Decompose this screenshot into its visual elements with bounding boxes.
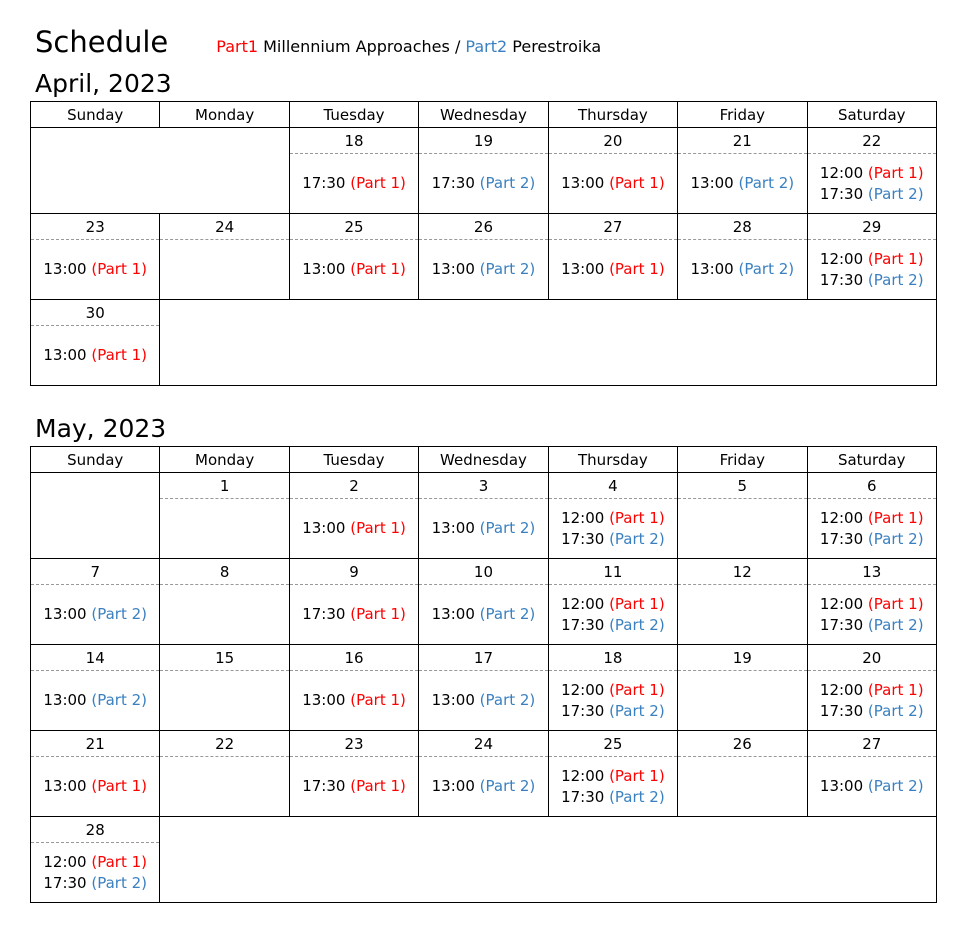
day-events xyxy=(289,585,418,645)
performance-time: 13:00 xyxy=(302,260,346,278)
weekday-header: Thursday xyxy=(548,102,677,128)
weekday-header: Sunday xyxy=(31,447,160,473)
performance-time: 13:00 xyxy=(431,691,475,709)
performance-time: 13:00 xyxy=(43,777,87,795)
performance-entry[interactable] xyxy=(419,259,547,280)
performance-part-label: (Part 2) xyxy=(479,605,536,623)
performance-time: 13:00 xyxy=(431,605,475,623)
performance-part-label: (Part 2) xyxy=(91,873,148,892)
week-event-row xyxy=(31,671,937,731)
performance-entry[interactable] xyxy=(549,173,677,194)
performance-time: 13:00 xyxy=(431,260,475,278)
performance-part-label: (Part 2) xyxy=(479,174,536,192)
day-events xyxy=(419,240,548,300)
weekday-header-row xyxy=(31,102,937,128)
performance-part-label: (Part 1) xyxy=(867,680,924,699)
day-events xyxy=(419,757,548,817)
performance-time: 17:30 xyxy=(561,787,605,806)
day-number: 20 xyxy=(548,128,677,154)
weekday-header: Saturday xyxy=(807,102,936,128)
schedule-header xyxy=(35,24,601,60)
performance-time: 13:00 xyxy=(43,260,87,278)
day-events xyxy=(678,499,807,559)
performance-time: 13:00 xyxy=(43,346,87,364)
day-number: 25 xyxy=(289,214,418,240)
day-number: 10 xyxy=(419,559,548,585)
performance-part-label: (Part 1) xyxy=(350,605,406,623)
weekday-header-row xyxy=(31,447,937,473)
performance-time: 17:30 xyxy=(561,615,605,634)
performance-time: 12:00 xyxy=(561,766,605,785)
performance-part-label: (Part 2) xyxy=(91,605,148,623)
legend-part1-tag: Part1 xyxy=(216,37,259,56)
performance-time: 17:30 xyxy=(561,529,605,548)
performance-part-label: (Part 2) xyxy=(479,691,536,709)
performance-part-label: (Part 2) xyxy=(738,174,795,192)
performance-entry[interactable] xyxy=(808,249,936,270)
performance-time: 17:30 xyxy=(819,701,864,720)
performance-entry[interactable] xyxy=(290,173,418,194)
performance-time: 13:00 xyxy=(431,519,475,537)
performance-part-label: (Part 1) xyxy=(91,777,148,795)
performance-time: 12:00 xyxy=(43,852,87,871)
page-title: Schedule xyxy=(35,25,169,59)
day-number: 6 xyxy=(807,473,936,499)
performance-time: 13:00 xyxy=(690,260,734,278)
day-number: 2 xyxy=(289,473,418,499)
legend-part2-tag: Part2 xyxy=(465,37,508,56)
day-events xyxy=(807,585,936,645)
performance-part-label: (Part 1) xyxy=(867,508,924,527)
empty-day-cell xyxy=(160,817,937,903)
performance-entry[interactable] xyxy=(808,184,936,205)
day-events xyxy=(31,843,160,903)
performance-time: 17:30 xyxy=(819,270,864,289)
performance-time: 13:00 xyxy=(561,260,605,278)
calendar-april xyxy=(30,101,937,386)
day-number: 14 xyxy=(31,645,160,671)
performance-entry[interactable] xyxy=(31,852,159,873)
performance-time: 17:30 xyxy=(302,777,346,795)
performance-entry[interactable] xyxy=(808,508,936,529)
week-day-row xyxy=(31,300,937,326)
day-number: 25 xyxy=(548,731,677,757)
legend xyxy=(216,37,601,56)
weekday-header: Tuesday xyxy=(289,447,418,473)
performance-part-label: (Part 1) xyxy=(350,174,406,192)
performance-entry[interactable] xyxy=(419,173,547,194)
day-events xyxy=(548,499,677,559)
empty-day-cell xyxy=(31,128,290,214)
day-events xyxy=(289,671,418,731)
performance-time: 13:00 xyxy=(43,691,87,709)
day-events xyxy=(548,154,677,214)
day-events xyxy=(31,240,160,300)
day-events xyxy=(419,671,548,731)
day-number: 1 xyxy=(160,473,289,499)
day-events xyxy=(289,499,418,559)
day-number: 8 xyxy=(160,559,289,585)
performance-entry[interactable] xyxy=(31,604,159,625)
performance-entry[interactable] xyxy=(549,594,677,615)
day-number: 5 xyxy=(678,473,807,499)
day-events xyxy=(548,585,677,645)
performance-time: 12:00 xyxy=(819,249,864,268)
performance-entry[interactable] xyxy=(31,776,159,797)
performance-part-label: (Part 2) xyxy=(867,529,924,548)
performance-part-label: (Part 1) xyxy=(350,519,406,537)
performance-time: 13:00 xyxy=(561,174,605,192)
performance-part-label: (Part 1) xyxy=(609,508,665,527)
performance-entry[interactable] xyxy=(290,518,418,539)
day-number: 17 xyxy=(419,645,548,671)
day-events xyxy=(807,757,936,817)
day-number: 30 xyxy=(31,300,160,326)
performance-part-label: (Part 1) xyxy=(609,680,665,699)
performance-entry[interactable] xyxy=(31,345,159,366)
performance-part-label: (Part 2) xyxy=(479,777,536,795)
performance-entry[interactable] xyxy=(808,529,936,550)
day-events xyxy=(678,757,807,817)
day-events xyxy=(678,154,807,214)
performance-part-label: (Part 1) xyxy=(867,249,924,268)
day-number: 19 xyxy=(678,645,807,671)
day-number: 28 xyxy=(678,214,807,240)
week-day-row xyxy=(31,559,937,585)
week-event-row xyxy=(31,240,937,300)
performance-entry[interactable] xyxy=(419,604,547,625)
performance-entry[interactable] xyxy=(678,259,806,280)
performance-time: 12:00 xyxy=(819,680,864,699)
performance-time: 12:00 xyxy=(819,594,864,613)
day-events xyxy=(807,499,936,559)
day-number: 24 xyxy=(160,214,289,240)
performance-entry[interactable] xyxy=(808,594,936,615)
weekday-header: Wednesday xyxy=(419,447,548,473)
performance-entry[interactable] xyxy=(549,701,677,722)
day-events xyxy=(678,671,807,731)
day-events xyxy=(289,154,418,214)
performance-time: 13:00 xyxy=(431,777,475,795)
weekday-header: Wednesday xyxy=(419,102,548,128)
performance-part-label: (Part 1) xyxy=(609,174,665,192)
performance-entry[interactable] xyxy=(419,776,547,797)
day-events xyxy=(31,326,160,386)
day-events xyxy=(31,585,160,645)
performance-entry[interactable] xyxy=(808,776,936,797)
performance-entry[interactable] xyxy=(549,766,677,787)
day-number: 22 xyxy=(807,128,936,154)
week-event-row xyxy=(31,585,937,645)
week-day-row xyxy=(31,731,937,757)
day-number: 18 xyxy=(289,128,418,154)
performance-part-label: (Part 1) xyxy=(609,260,665,278)
performance-entry[interactable] xyxy=(290,776,418,797)
day-number: 18 xyxy=(548,645,677,671)
day-number: 26 xyxy=(678,731,807,757)
performance-entry[interactable] xyxy=(419,690,547,711)
performance-part-label: (Part 2) xyxy=(609,529,665,548)
performance-time: 12:00 xyxy=(819,508,864,527)
performance-time: 13:00 xyxy=(819,777,864,795)
legend-part2-name: Perestroika xyxy=(512,37,602,56)
day-events xyxy=(419,499,548,559)
performance-part-label: (Part 1) xyxy=(609,594,665,613)
performance-entry[interactable] xyxy=(808,270,936,291)
performance-entry[interactable] xyxy=(549,787,677,808)
performance-time: 17:30 xyxy=(561,701,605,720)
performance-part-label: (Part 1) xyxy=(350,691,406,709)
performance-entry[interactable] xyxy=(808,163,936,184)
day-number: 15 xyxy=(160,645,289,671)
performance-part-label: (Part 2) xyxy=(479,260,536,278)
performance-entry[interactable] xyxy=(31,259,159,280)
day-events xyxy=(548,240,677,300)
day-number: 28 xyxy=(31,817,160,843)
performance-part-label: (Part 2) xyxy=(609,701,665,720)
performance-part-label: (Part 2) xyxy=(867,701,924,720)
week-event-row xyxy=(31,757,937,817)
day-events xyxy=(419,585,548,645)
performance-time: 17:30 xyxy=(819,529,864,548)
day-number: 16 xyxy=(289,645,418,671)
day-events xyxy=(160,671,289,731)
performance-time: 17:30 xyxy=(819,615,864,634)
day-events xyxy=(807,154,936,214)
day-number: 27 xyxy=(548,214,677,240)
performance-part-label: (Part 2) xyxy=(867,270,924,289)
performance-time: 13:00 xyxy=(302,519,346,537)
performance-entry[interactable] xyxy=(549,529,677,550)
weekday-header: Monday xyxy=(160,102,289,128)
month-title-may: May, 2023 xyxy=(35,414,167,443)
day-number: 24 xyxy=(419,731,548,757)
performance-entry[interactable] xyxy=(31,690,159,711)
performance-entry[interactable] xyxy=(549,259,677,280)
day-events xyxy=(548,757,677,817)
day-number: 22 xyxy=(160,731,289,757)
weekday-header: Friday xyxy=(678,447,807,473)
day-number: 27 xyxy=(807,731,936,757)
day-number: 21 xyxy=(678,128,807,154)
week-day-row xyxy=(31,817,937,843)
day-number: 21 xyxy=(31,731,160,757)
performance-entry[interactable] xyxy=(549,615,677,636)
performance-part-label: (Part 1) xyxy=(350,777,406,795)
performance-part-label: (Part 2) xyxy=(738,260,795,278)
performance-part-label: (Part 1) xyxy=(91,852,148,871)
month-title-april: April, 2023 xyxy=(35,69,172,98)
day-events xyxy=(289,757,418,817)
week-day-row xyxy=(31,214,937,240)
day-number: 9 xyxy=(289,559,418,585)
performance-part-label: (Part 1) xyxy=(91,260,148,278)
day-events xyxy=(31,671,160,731)
performance-time: 17:30 xyxy=(819,184,864,203)
empty-day-cell xyxy=(31,473,160,559)
day-number: 26 xyxy=(419,214,548,240)
legend-part1-name: Millennium Approaches xyxy=(263,37,450,56)
performance-time: 17:30 xyxy=(43,873,87,892)
performance-part-label: (Part 2) xyxy=(867,184,924,203)
performance-part-label: (Part 2) xyxy=(867,615,924,634)
performance-time: 17:30 xyxy=(302,174,346,192)
day-events xyxy=(31,757,160,817)
performance-part-label: (Part 1) xyxy=(867,594,924,613)
day-events xyxy=(160,757,289,817)
day-events xyxy=(160,585,289,645)
performance-entry[interactable] xyxy=(549,680,677,701)
weekday-header: Thursday xyxy=(548,447,677,473)
week-day-row xyxy=(31,128,937,154)
performance-entry[interactable] xyxy=(678,173,806,194)
performance-part-label: (Part 2) xyxy=(609,787,665,806)
performance-part-label: (Part 2) xyxy=(479,519,536,537)
day-events xyxy=(678,240,807,300)
performance-part-label: (Part 2) xyxy=(609,615,665,634)
legend-separator: / xyxy=(454,37,461,56)
day-events xyxy=(678,585,807,645)
day-events xyxy=(807,240,936,300)
performance-part-label: (Part 1) xyxy=(609,766,665,785)
day-events xyxy=(289,240,418,300)
day-number: 13 xyxy=(807,559,936,585)
performance-time: 13:00 xyxy=(302,691,346,709)
performance-part-label: (Part 1) xyxy=(867,163,924,182)
day-number: 29 xyxy=(807,214,936,240)
week-day-row xyxy=(31,645,937,671)
performance-time: 13:00 xyxy=(43,605,87,623)
day-number: 23 xyxy=(31,214,160,240)
day-number: 23 xyxy=(289,731,418,757)
weekday-header: Sunday xyxy=(31,102,160,128)
day-number: 19 xyxy=(419,128,548,154)
performance-entry[interactable] xyxy=(290,259,418,280)
day-number: 7 xyxy=(31,559,160,585)
performance-time: 12:00 xyxy=(561,594,605,613)
empty-day-cell xyxy=(160,300,937,386)
performance-part-label: (Part 2) xyxy=(91,691,148,709)
performance-time: 12:00 xyxy=(819,163,864,182)
weekday-header: Friday xyxy=(678,102,807,128)
performance-time: 17:30 xyxy=(302,605,346,623)
performance-entry[interactable] xyxy=(808,680,936,701)
day-events xyxy=(160,499,289,559)
day-number: 12 xyxy=(678,559,807,585)
day-number: 4 xyxy=(548,473,677,499)
calendar-may xyxy=(30,446,937,903)
week-day-row xyxy=(31,473,937,499)
performance-entry[interactable] xyxy=(549,508,677,529)
performance-part-label: (Part 2) xyxy=(867,777,924,795)
performance-entry[interactable] xyxy=(31,873,159,894)
day-events xyxy=(419,154,548,214)
day-events xyxy=(548,671,677,731)
day-events xyxy=(807,671,936,731)
weekday-header: Tuesday xyxy=(289,102,418,128)
week-event-row xyxy=(31,499,937,559)
day-number: 20 xyxy=(807,645,936,671)
day-number: 3 xyxy=(419,473,548,499)
performance-entry[interactable] xyxy=(290,604,418,625)
day-number: 11 xyxy=(548,559,677,585)
weekday-header: Monday xyxy=(160,447,289,473)
performance-time: 12:00 xyxy=(561,508,605,527)
performance-entry[interactable] xyxy=(808,615,936,636)
day-events xyxy=(160,240,289,300)
performance-part-label: (Part 1) xyxy=(350,260,406,278)
performance-part-label: (Part 1) xyxy=(91,346,148,364)
performance-time: 13:00 xyxy=(690,174,734,192)
performance-entry[interactable] xyxy=(808,701,936,722)
performance-time: 12:00 xyxy=(561,680,605,699)
performance-time: 17:30 xyxy=(431,174,475,192)
performance-entry[interactable] xyxy=(419,518,547,539)
performance-entry[interactable] xyxy=(290,690,418,711)
weekday-header: Saturday xyxy=(807,447,936,473)
